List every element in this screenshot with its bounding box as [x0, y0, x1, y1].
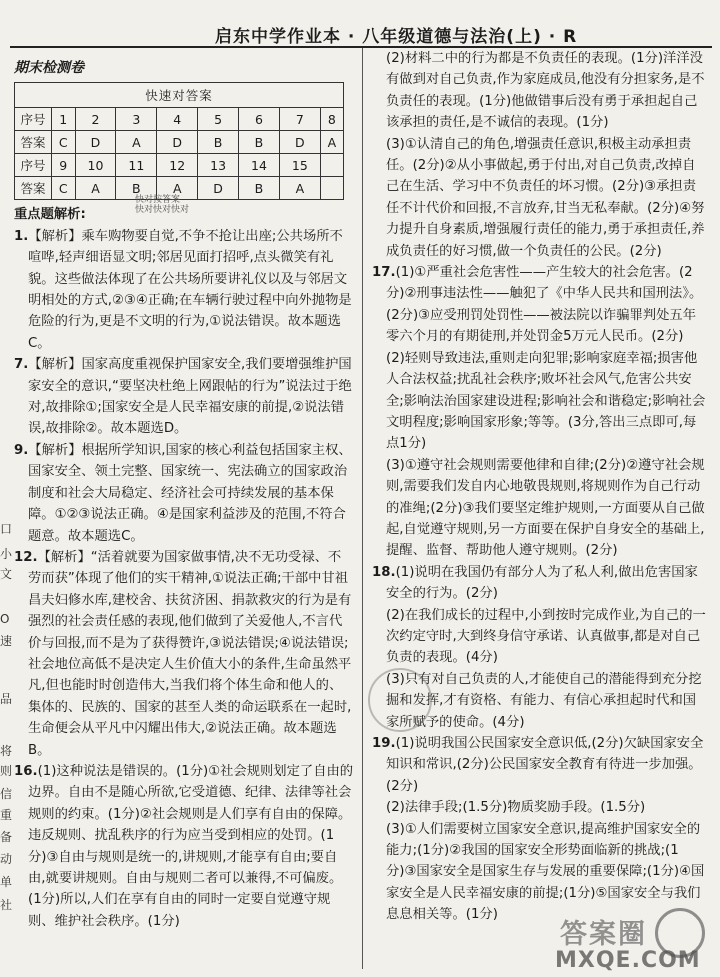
table-cell: 5: [198, 108, 239, 131]
section-title: 期末检测卷: [14, 60, 84, 76]
analysis-item: 16.(1)这种说法是错误的。(1分)①社会规则划定了自由的边界。自由不是随心所欲,它受道德、纪律、法律等社会规则的约束。(1分)②社会规则是人们享有自由的保障。违反规则、扰乱秩序的行为应当受到相应的处罚。(1分)③自由与规则是统一的,讲规则,才能享有自由;要自由,就要讲规则。自由与规则二者可以兼得,不可偏废。(1分)所以,人们在享有自由的同时一定要自觉遵守规则、维护社会秩序。(1分): [14, 763, 354, 929]
table-cell: A: [116, 131, 157, 154]
table-cell: 15: [279, 154, 320, 177]
margin-note: 文: [0, 567, 13, 581]
table-row-head: 答案: [15, 131, 52, 154]
table-cell: 1: [52, 108, 76, 131]
answer-item: (2)在我们成长的过程中,小到按时完成作业,为自己的一次约定守时,大到终身信守承诺、认真做事,都是对自己负责的表现。(4分): [386, 607, 706, 666]
margin-note: 速: [0, 634, 13, 648]
table-cell: 11: [116, 154, 157, 177]
table-cell: D: [198, 177, 239, 200]
column-divider: [362, 48, 363, 969]
table-cell: C: [52, 177, 76, 200]
margin-note: 品: [0, 692, 13, 706]
answer-table: [14, 82, 344, 200]
table-cell: A: [157, 177, 198, 200]
table-cell: D: [279, 131, 320, 154]
table-cell: 12: [157, 154, 198, 177]
analysis-item: 7.【解析】国家高度重视保护国家安全,我们要增强维护国家安全的意识,“要坚决杜绝上网跟帖的行为”说法过于绝对,故排除①;国家安全是人民幸福安康的前提,②说法错误,故排除②。故本题选D。: [14, 357, 352, 437]
table-cell: B: [239, 177, 280, 200]
margin-note: 信: [0, 787, 13, 801]
table-cell: 9: [52, 154, 76, 177]
table-cell: 13: [198, 154, 239, 177]
answer-item: (2)法律手段;(1.5分)物质奖励手段。(1.5分): [386, 800, 646, 816]
table-cell: D: [157, 131, 198, 154]
watermark-url: MXQE.COM: [555, 948, 701, 973]
margin-note: 小: [0, 547, 13, 561]
table-cell: B: [239, 131, 280, 154]
table-cell: A: [320, 131, 343, 154]
margin-note: O: [0, 612, 10, 626]
margin-note: 备: [0, 830, 13, 844]
table-cell: 10: [75, 154, 116, 177]
margin-note: 重: [0, 808, 13, 822]
table-cell: [320, 177, 343, 200]
answer-item: 18.(1)说明在我国仍有部分人为了私人利,做出危害国家安全的行为。(2分): [372, 564, 698, 602]
table-row-head: 序号: [15, 154, 52, 177]
table-cell: A: [75, 177, 116, 200]
answer-table-caption: 快速对答案: [15, 83, 344, 108]
margin-note: 动: [0, 852, 13, 866]
right-column: [372, 48, 708, 926]
analysis-item: 12.【解析】“活着就要为国家做事情,决不无功受禄、不劳而获”体现了他们的实干精神,①说法正确;干部中甘祖昌夫妇修水库,建校舍、扶贫济困、捐款救灾的行为是有强烈的社会责任感的表现,他们做到了关爱他人,不言代价与回报,而不是为了获得赞许,③说法错误;④说法错误;社会地位高低不是决定人生价值大小的条件,生命虽然平凡,但也能时时创造伟大,当我们将个体生命和他人的、集体的、民族的、国家的甚至人类的命运联系在一起时,生命便会从平凡中闪耀出伟大,②说法正确。故本题选B。: [14, 549, 352, 758]
table-row: [15, 131, 344, 154]
analysis-item: 9.【解析】根据所学知识,国家的核心利益包括国家主权、国家安全、领土完整、国家统一、宪法确立的国家政治制度和社会大局稳定、经济社会可持续发展的基本保障。①②③说法正确。④是国家利益涉及的范围,不符合题意。故本题选C。: [14, 442, 352, 544]
table-cell: 4: [157, 108, 198, 131]
table-cell: 6: [239, 108, 280, 131]
table-cell: [320, 154, 343, 177]
table-row-head: 答案: [15, 177, 52, 200]
table-cell: B: [116, 177, 157, 200]
answer-item: (2)材料二中的行为都是不负责任的表现。(1分)洋洋没有做到对自己负责,作为家庭成员,他没有分担家务,是不负责任的表现。(1分)他做错事后没有勇于承担起自己该承担的责任,是不诚信的表现。(1分): [386, 51, 705, 131]
watermark-text: 答案圈: [560, 919, 647, 950]
table-cell: C: [52, 131, 76, 154]
table-cell: A: [279, 177, 320, 200]
analysis-title: 重点题解析:: [14, 207, 86, 223]
margin-note: 单: [0, 875, 13, 889]
answer-item: (3)只有对自己负责的人,才能使自己的潜能得到充分挖掘和发挥,才有资格、有能力、有信心承担起时代和国家所赋予的使命。(4分): [386, 671, 702, 730]
table-cell: 3: [116, 108, 157, 131]
table-cell: B: [198, 131, 239, 154]
table-cell: 8: [320, 108, 343, 131]
answer-item: (2)轻则导致违法,重则走向犯罪;影响家庭幸福;损害他人合法权益;扰乱社会秩序;败坏社会风气,危害公共安全;影响法治国家建设进程;影响社会和谐稳定;影响社会文明程度;影响国家形象;等等。(3分,答出三点即可,每点1分): [386, 350, 706, 452]
table-row: [15, 108, 344, 131]
answer-item: 17.(1)①严重社会危害性——产生较大的社会危害。(2分)②刑事违法性——触犯了《中华人民共和国刑法》。(2分)③应受刑罚处罚性——被法院以诈骗罪判处五年零六个月的有期徒刑,并处罚金5万元人民币。(2分): [372, 265, 703, 345]
analysis-item: 1.【解析】乘车购物要自觉,不争不抢让出座;公共场所不喧哗,轻声细语显文明;邻居见面打招呼,点头微笑有礼貌。这些做法体现了在公共场所要讲礼仪以及与邻居文明相处的方式,②③④正确;在车辆行驶过程中向外抛物是危险的行为,更是不文明的行为,①说法错误。故本题选C。: [14, 228, 352, 351]
watermark-circle: [368, 668, 432, 732]
table-row: [15, 154, 344, 177]
table-cell: 2: [75, 108, 116, 131]
table-cell: 14: [239, 154, 280, 177]
answer-item: (3)①人们需要树立国家安全意识,提高维护国家安全的能力;(1分)②我国的国家安全形势面临新的挑战;(1分)③国家安全是国家生存与发展的重要保障;(1分)④国家安全是人民幸福安康的前提;(1分)⑤国家安全与我们息息相关等。(1分): [386, 821, 705, 923]
left-column: [14, 58, 354, 932]
table-row-head: 序号: [15, 108, 52, 131]
header-title: 启东中学作业本 · 八年级道德与法治(上) · R: [215, 27, 578, 47]
answer-item: (3)①认清自己的角色,增强责任意识,积极主动承担责任。(2分)②从小事做起,勇于付出,对自己负责,改掉自己在生活、学习中不负责任的坏习惯。(2分)③承担责任不计代价和回报,不言放弃,甘当无私奉献。(2分)④努力提升自身素质,增强履行责任的能力,勇于承担责任,养成负责任的好习惯,做一个负责任的公民。(2分): [386, 136, 705, 259]
margin-note: 社: [0, 898, 13, 912]
margin-note: 则: [0, 764, 13, 778]
page-header: [0, 0, 720, 48]
table-cell: 7: [279, 108, 320, 131]
margin-note: 将: [0, 744, 13, 758]
answer-item: 19.(1)说明我国公民国家安全意识低,(2分)欠缺国家安全知识和常识,(2分)公民国家安全教育有待进一步加强。(2分): [372, 736, 704, 794]
answer-stamp: 快对按答案 快对快对快对: [135, 195, 190, 215]
table-cell: D: [75, 131, 116, 154]
margin-note: 口: [0, 522, 13, 536]
answer-item: (3)①遵守社会规则需要他律和自律;(2分)②遵守社会规则,需要我们发自内心地敬畏规则,将规则作为自己行动的准绳;(2分)③我们要坚定维护规则,一方面要从自己做起,自觉遵守规则,另一方面要在保护自身安全的基础上,提醒、监督、帮助他人遵守规则。(2分): [386, 457, 705, 559]
